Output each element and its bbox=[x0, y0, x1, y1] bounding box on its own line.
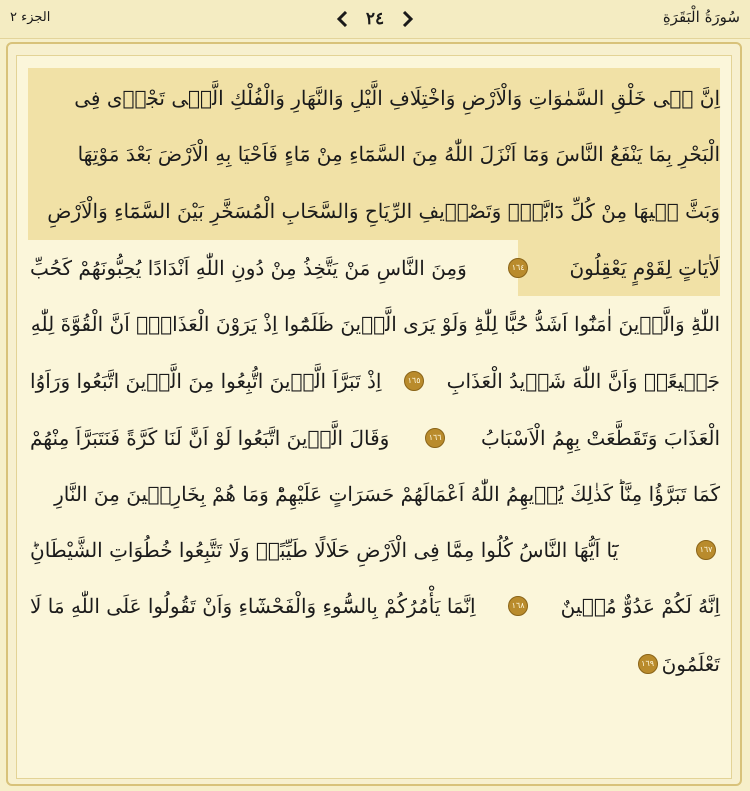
verse-text: اللّٰهِؕ وَالَّذٖينَ اٰمَنُٓوا اَشَدُّ حُبًّا لِلّٰهِؕ وَلَوْ يَرَى الَّذٖينَ ظَلَمُٓوا اِذْ يَرَوْنَ الْعَذَابَۙ اَنَّ الْقُوَّةَ لِلّٰهِ bbox=[30, 312, 720, 336]
text-line bbox=[30, 410, 720, 466]
text-line bbox=[30, 296, 720, 352]
verse-text: لَاٰيَاتٍ لِقَوْمٍ يَعْقِلُونَ bbox=[569, 256, 720, 280]
chevron-right-icon bbox=[400, 11, 414, 27]
text-line bbox=[30, 636, 720, 692]
ayah-number-marker[interactable]: ١٦٩ bbox=[638, 654, 658, 674]
page-navigation bbox=[332, 6, 418, 32]
text-line bbox=[30, 126, 720, 182]
chevron-left-icon bbox=[336, 11, 350, 27]
top-bar bbox=[0, 0, 750, 39]
previous-page-button[interactable] bbox=[332, 7, 354, 31]
verse-text: وَقَالَ الَّذٖينَ اتَّبَعُوا لَوْ اَنَّ لَنَا كَرَّةً فَنَتَبَرَّاَ مِنْهُمْ bbox=[30, 426, 390, 450]
verse-text: اِنَّهُ لَكُمْ عَدُوٌّ مُبٖينٌ bbox=[560, 594, 720, 618]
ayah-number-marker[interactable]: ١٦٨ bbox=[508, 596, 528, 616]
ayah-number-marker[interactable]: ١٦٤ bbox=[508, 258, 528, 278]
text-line bbox=[30, 70, 720, 126]
verse-text: الْعَذَابَ وَتَقَطَّعَتْ بِهِمُ الْاَسْبَابُ bbox=[480, 426, 720, 450]
ayah-number-marker[interactable]: ١٦٥ bbox=[404, 371, 424, 391]
text-line bbox=[30, 183, 720, 239]
verse-text: اِنَّمَا يَأْمُرُكُمْ بِالسُّٓوءِ وَالْفَحْشَٓاءِ وَاَنْ تَقُولُوا عَلَى اللّٰهِ مَا لَا bbox=[30, 594, 476, 618]
verse-text: وَمِنَ النَّاسِ مَنْ يَتَّخِذُ مِنْ دُونِ اللّٰهِ اَنْدَادًا يُحِبُّونَهُمْ كَحُبِّ bbox=[30, 256, 467, 280]
next-page-button[interactable] bbox=[396, 7, 418, 31]
ayah-number-marker[interactable]: ١٦٧ bbox=[696, 540, 716, 560]
verse-text: جَمٖيعًاۙ وَاَنَّ اللّٰهَ شَدٖيدُ الْعَذَابِ bbox=[446, 369, 720, 393]
verse-text: تَعْلَمُونَ bbox=[661, 652, 720, 676]
text-line bbox=[30, 240, 720, 296]
verse-text: كَمَا تَبَرَّؤُا مِنَّاؕ كَذٰلِكَ يُرٖيهِمُ اللّٰهُ اَعْمَالَهُمْ حَسَرَاتٍ عَلَيْهِمْؕ وَمَا هُمْ بِخَارِجٖينَ مِنَ النَّارِ bbox=[54, 482, 720, 506]
ayah-number-marker[interactable]: ١٦٦ bbox=[425, 428, 445, 448]
verse-text: الْبَحْرِ بِمَا يَنْفَعُ النَّاسَ وَمَٓا اَنْزَلَ اللّٰهُ مِنَ السَّمَٓاءِ مِنْ مَٓاءٍ فَاَحْيَا بِهِ الْاَرْضَ بَعْدَ مَوْتِهَا bbox=[77, 142, 720, 166]
verse-text: اِنَّ فٖى خَلْقِ السَّمٰوَاتِ وَالْاَرْضِ وَاخْتِلَافِ الَّيْلِ وَالنَّهَارِ وَالْفُلْكِ الَّتٖى تَجْرٖى فِى bbox=[74, 86, 720, 110]
text-line bbox=[30, 353, 720, 409]
verse-text: وَبَثَّ فٖيهَا مِنْ كُلِّ دَٓابَّةٍۖ وَتَصْرٖيفِ الرِّيَاحِ وَالسَّحَابِ الْمُسَخَّرِ بَيْنَ السَّمَٓاءِ وَالْاَرْضِ bbox=[47, 199, 720, 223]
page-number: ٢٤ bbox=[365, 9, 385, 29]
juz-label: الجزء ٢ bbox=[10, 10, 51, 25]
verse-text: يَٓا اَيُّهَا النَّاسُ كُلُوا مِمَّا فِى الْاَرْضِ حَلَالًا طَيِّبًاۘ وَلَا تَتَّبِعُوا خُطُوَاتِ الشَّيْطَانِؕ bbox=[30, 538, 619, 562]
text-line bbox=[30, 522, 720, 578]
verse-text: اِذْ تَبَرَّاَ الَّذٖينَ اتُّبِعُوا مِنَ الَّذٖينَ اتَّبَعُوا وَرَاَوُا bbox=[30, 369, 382, 393]
text-line bbox=[30, 578, 720, 634]
text-line bbox=[30, 466, 720, 522]
surah-label: سُورَةُ الْبَقَرَةِ bbox=[662, 8, 740, 26]
